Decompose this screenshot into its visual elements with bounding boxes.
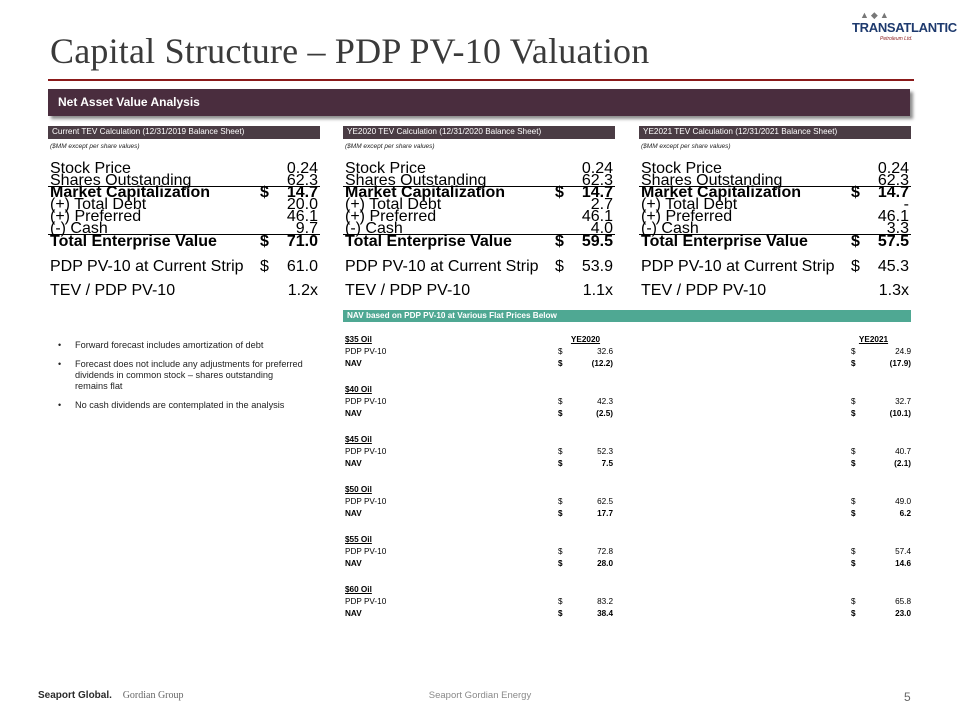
nav-value-row — [345, 558, 911, 570]
row-label: (-) Cash — [50, 220, 108, 237]
nav-case-header — [345, 484, 911, 496]
pdp-ye2020-value: 62.5 — [597, 497, 613, 506]
row-label: TEV / PDP PV-10 — [50, 282, 176, 299]
row-label: (+) Preferred — [50, 208, 142, 225]
page-title: Capital Structure – PDP PV-10 Valuation — [50, 31, 650, 71]
oil-price-label: $45 Oil — [345, 435, 372, 444]
row-label: NAV — [345, 509, 362, 518]
title-divider — [48, 79, 914, 81]
oil-price-label: $35 Oil — [345, 335, 372, 344]
dollar-sign: $ — [558, 397, 563, 406]
dollar-sign: $ — [558, 409, 563, 418]
nav-value-row — [345, 358, 911, 370]
nav-value-row — [345, 408, 911, 420]
row-label: NAV — [345, 609, 362, 618]
row-label: NAV — [345, 559, 362, 568]
row-value: 0.24 — [581, 160, 613, 177]
row-value: 62.3 — [286, 172, 318, 189]
row-value: 46.1 — [286, 208, 318, 225]
row-label: (+) Total Debt — [50, 196, 147, 213]
logo-name: TRANSATLANTIC — [852, 20, 957, 35]
pdp-ye2021-value: 49.0 — [895, 497, 911, 506]
logo-sub: Petroleum Ltd. — [880, 36, 913, 42]
tev-section-units: ($MM except per share values) — [50, 143, 140, 150]
nav-ye2020-value: 28.0 — [597, 559, 613, 568]
tev-row-tev — [343, 233, 615, 250]
row-label: (-) Cash — [641, 220, 699, 237]
dollar-sign: $ — [260, 184, 269, 201]
row-value: 71.0 — [286, 233, 318, 250]
notes-list — [58, 340, 308, 419]
page-number: 5 — [904, 690, 911, 704]
footer-caption: Seaport Gordian Energy — [428, 690, 532, 701]
dollar-sign: $ — [558, 459, 563, 468]
nav-value-row — [345, 458, 911, 470]
logo-emblem-icon: ▲◆▲ — [860, 10, 891, 20]
nav-ye2020-value: 17.7 — [597, 509, 613, 518]
oil-price-label: $55 Oil — [345, 535, 372, 544]
row-label: PDP PV-10 — [345, 597, 387, 606]
dollar-sign: $ — [851, 397, 856, 406]
dollar-sign: $ — [851, 609, 856, 618]
company-logo — [852, 10, 957, 46]
row-value: 59.5 — [581, 233, 613, 250]
dollar-sign: $ — [558, 447, 563, 456]
nav-case-header — [345, 534, 911, 546]
nav-pdp-row — [345, 546, 911, 558]
dollar-sign: $ — [851, 459, 856, 468]
row-label: TEV / PDP PV-10 — [345, 282, 471, 299]
nav-pdp-row — [345, 346, 911, 358]
tev-row-ratio — [639, 282, 911, 299]
note-item: • No cash dividends are contemplated in the analysis — [58, 400, 308, 411]
tev-section-units: ($MM except per share values) — [641, 143, 731, 150]
gordian-group-logo: Gordian Group — [122, 690, 184, 701]
row-label: PDP PV-10 — [345, 397, 387, 406]
nav-ye2021-value: 14.6 — [895, 559, 911, 568]
dollar-sign: $ — [851, 559, 856, 568]
tev-section-header: YE2020 TEV Calculation (12/31/2020 Balance Sheet) — [343, 126, 615, 139]
row-value: 1.2x — [287, 282, 318, 299]
nav-ye2020-value: (12.2) — [591, 359, 613, 368]
nav-case-header — [345, 434, 911, 446]
row-label: Shares Outstanding — [641, 172, 783, 189]
dollar-sign: $ — [851, 359, 856, 368]
row-label: PDP PV-10 — [345, 347, 387, 356]
nav-ye2021-value: 23.0 — [895, 609, 911, 618]
nav-ye2020-value: 38.4 — [597, 609, 613, 618]
col-ye2021-header: YE2021 — [858, 335, 889, 344]
row-label: (+) Preferred — [345, 208, 437, 225]
row-label: PDP PV-10 at Current Strip — [641, 258, 835, 275]
nav-pdp-row — [345, 396, 911, 408]
tev-row-pdp — [343, 258, 615, 275]
row-value: 46.1 — [877, 208, 909, 225]
tev-section-header: Current TEV Calculation (12/31/2019 Balance Sheet) — [48, 126, 320, 139]
dollar-sign: $ — [558, 609, 563, 618]
row-value: 45.3 — [877, 258, 909, 275]
nav-pdp-row — [345, 496, 911, 508]
tev-row-tev — [639, 233, 911, 250]
row-value: 3.3 — [886, 220, 909, 237]
pdp-ye2020-value: 52.3 — [597, 447, 613, 456]
row-label: (+) Total Debt — [641, 196, 738, 213]
row-label: (-) Cash — [345, 220, 403, 237]
row-value: 4.0 — [590, 220, 613, 237]
nav-pdp-row — [345, 446, 911, 458]
nav-ye2020-value: 7.5 — [601, 459, 613, 468]
row-label: Total Enterprise Value — [50, 233, 217, 250]
row-value: 62.3 — [581, 172, 613, 189]
nav-case-header — [345, 384, 911, 396]
pdp-ye2020-value: 72.8 — [597, 547, 613, 556]
pdp-ye2021-value: 57.4 — [895, 547, 911, 556]
row-label: PDP PV-10 — [345, 497, 387, 506]
row-label: (+) Total Debt — [345, 196, 442, 213]
row-value: 14.7 — [581, 184, 613, 201]
row-value: 1.3x — [878, 282, 909, 299]
nav-ye2021-value: 6.2 — [899, 509, 911, 518]
nav-ye2021-value: (2.1) — [894, 459, 911, 468]
section-banner — [48, 89, 910, 116]
dollar-sign: $ — [558, 359, 563, 368]
dollar-sign: $ — [851, 409, 856, 418]
row-label: Total Enterprise Value — [345, 233, 512, 250]
dollar-sign: $ — [558, 547, 563, 556]
nav-ye2020-value: (2.5) — [596, 409, 613, 418]
pdp-ye2020-value: 83.2 — [597, 597, 613, 606]
dollar-sign: $ — [851, 347, 856, 356]
dollar-sign: $ — [851, 597, 856, 606]
oil-price-label: $50 Oil — [345, 485, 372, 494]
row-label: PDP PV-10 at Current Strip — [50, 258, 244, 275]
row-value: 14.7 — [286, 184, 318, 201]
note-item: • Forecast does not include any adjustments for preferred dividends in common stock – shares outstanding remains flat — [58, 359, 308, 392]
dollar-sign: $ — [558, 509, 563, 518]
row-value: 1.1x — [582, 282, 613, 299]
row-value: 0.24 — [286, 160, 318, 177]
row-value: 9.7 — [295, 220, 318, 237]
tev-row-pdp — [48, 258, 320, 275]
dollar-sign: $ — [851, 258, 860, 275]
pdp-ye2021-value: 40.7 — [895, 447, 911, 456]
dollar-sign: $ — [851, 184, 860, 201]
tev-row-ratio — [343, 282, 615, 299]
row-label: TEV / PDP PV-10 — [641, 282, 767, 299]
dollar-sign: $ — [851, 509, 856, 518]
dollar-sign: $ — [558, 597, 563, 606]
nav-pdp-row — [345, 596, 911, 608]
nav-value-row — [345, 508, 911, 520]
row-label: Total Enterprise Value — [641, 233, 808, 250]
dollar-sign: $ — [851, 547, 856, 556]
dollar-sign: $ — [851, 233, 860, 250]
pdp-ye2020-value: 32.6 — [597, 347, 613, 356]
row-label: Market Capitalization — [50, 184, 211, 201]
note-item: • Forward forecast includes amortization of debt — [58, 340, 308, 351]
dollar-sign: $ — [558, 347, 563, 356]
tev-row-ratio — [48, 282, 320, 299]
row-label: NAV — [345, 409, 362, 418]
dollar-sign: $ — [555, 233, 564, 250]
col-ye2020-header: YE2020 — [570, 335, 601, 344]
row-value: 62.3 — [877, 172, 909, 189]
row-value: - — [903, 196, 909, 213]
dollar-sign: $ — [260, 258, 269, 275]
row-value: 57.5 — [877, 233, 909, 250]
seaport-global-logo: Seaport Global. — [38, 690, 112, 701]
row-value: 46.1 — [581, 208, 613, 225]
row-label: PDP PV-10 at Current Strip — [345, 258, 539, 275]
row-label: (+) Preferred — [641, 208, 733, 225]
row-label: Shares Outstanding — [345, 172, 487, 189]
banner-label: Net Asset Value Analysis — [58, 95, 200, 109]
row-label: Stock Price — [641, 160, 722, 177]
row-value: 53.9 — [581, 258, 613, 275]
pdp-ye2021-value: 65.8 — [895, 597, 911, 606]
row-value: 61.0 — [286, 258, 318, 275]
row-label: NAV — [345, 359, 362, 368]
row-label: NAV — [345, 459, 362, 468]
row-value: 0.24 — [877, 160, 909, 177]
pdp-ye2021-value: 32.7 — [895, 397, 911, 406]
row-label: Stock Price — [345, 160, 426, 177]
pdp-ye2020-value: 42.3 — [597, 397, 613, 406]
row-value: 14.7 — [877, 184, 909, 201]
row-label: Market Capitalization — [641, 184, 802, 201]
nav-table-header: NAV based on PDP PV-10 at Various Flat Prices Below — [343, 310, 911, 322]
tev-section-units: ($MM except per share values) — [345, 143, 435, 150]
dollar-sign: $ — [555, 184, 564, 201]
oil-price-label: $40 Oil — [345, 385, 372, 394]
row-label: Stock Price — [50, 160, 131, 177]
dollar-sign: $ — [558, 559, 563, 568]
row-label: PDP PV-10 — [345, 547, 387, 556]
nav-ye2021-value: (10.1) — [889, 409, 911, 418]
nav-ye2021-value: (17.9) — [889, 359, 911, 368]
nav-case-header — [345, 584, 911, 596]
tev-section-header: YE2021 TEV Calculation (12/31/2021 Balance Sheet) — [639, 126, 911, 139]
nav-case-header — [345, 334, 911, 346]
tev-row-pdp — [639, 258, 911, 275]
dollar-sign: $ — [260, 233, 269, 250]
dollar-sign: $ — [555, 258, 564, 275]
row-value: 20.0 — [286, 196, 318, 213]
oil-price-label: $60 Oil — [345, 585, 372, 594]
row-value: 2.7 — [590, 196, 613, 213]
tev-row-tev — [48, 233, 320, 250]
nav-value-row — [345, 608, 911, 620]
row-label: Market Capitalization — [345, 184, 506, 201]
dollar-sign: $ — [558, 497, 563, 506]
row-label: PDP PV-10 — [345, 447, 387, 456]
dollar-sign: $ — [851, 447, 856, 456]
row-label: Shares Outstanding — [50, 172, 192, 189]
dollar-sign: $ — [851, 497, 856, 506]
pdp-ye2021-value: 24.9 — [895, 347, 911, 356]
